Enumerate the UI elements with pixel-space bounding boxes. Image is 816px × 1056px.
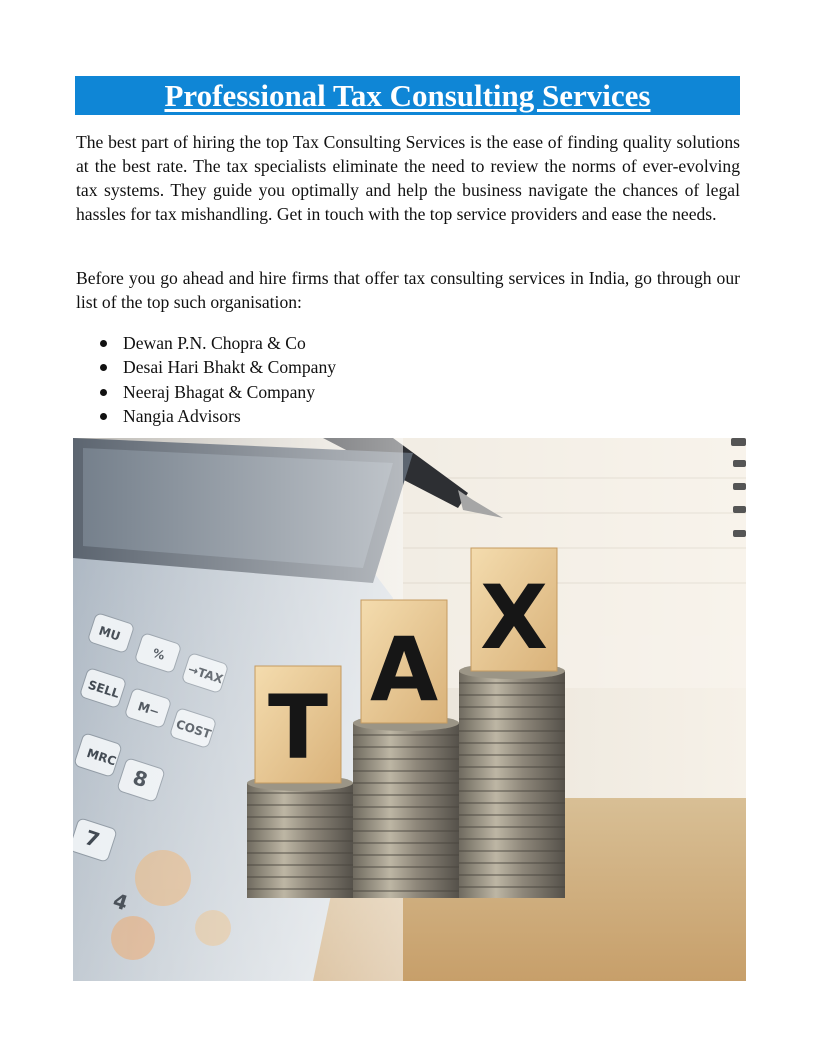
firm-name: Dewan P.N. Chopra & Co [123,333,306,353]
block-t [255,666,341,783]
notebook [403,438,746,688]
block-a [361,600,447,723]
firm-list [100,331,336,428]
coin-stack-middle [353,715,459,898]
list-item [100,404,336,428]
firm-name: Desai Hari Bhakt & Company [123,357,337,378]
bullet-icon [100,340,107,347]
firm-name: Neeraj Bhagat & Company [123,381,316,402]
list-item [100,355,336,379]
tax-photo [73,438,746,981]
page-title: Professional Tax Consulting Services [164,77,651,113]
bullet-icon [100,413,107,420]
list-item [100,380,336,404]
title-banner [75,76,740,115]
block-letter: T [267,676,329,779]
block-letter: A [369,618,439,721]
block-letter: X [480,566,548,669]
coin-stack-right [459,663,565,898]
firm-name: Nangia Advisors [123,405,241,426]
block-x [471,548,557,671]
list-intro-paragraph: Before you go ahead and hire firms that offer tax consulting services in India, go through our list of the top such organisation: [76,268,740,312]
intro-paragraph: The best part of hiring the top Tax Consulting Services is the ease of finding quality solutions at the best rate. The tax specialists eliminate the need to review the norms of ever-evolving tax systems. They guide you optimally and help the business navigate the chances of legal hassles for tax mishandling. Get in touch with the top service providers and ease the needs. [76,132,740,224]
list-item [100,331,336,355]
bullet-icon [100,364,107,371]
coin-stack-left [247,775,353,898]
bullet-icon [100,389,107,396]
